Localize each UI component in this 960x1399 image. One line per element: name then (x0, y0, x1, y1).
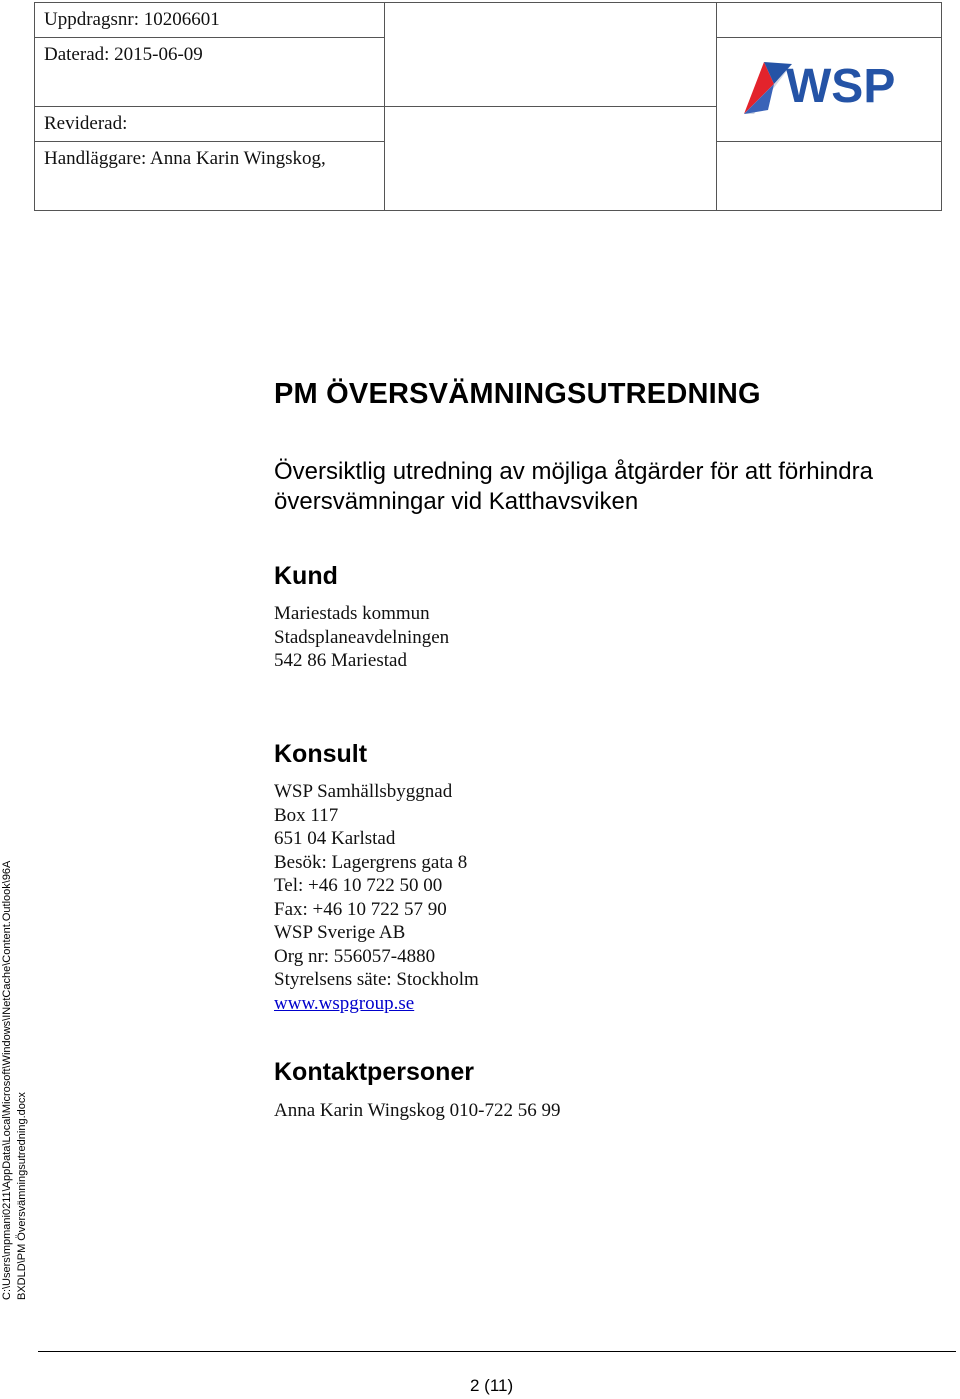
revised-field: Reviderad: (35, 107, 385, 142)
header-blank-cell (717, 142, 942, 211)
consultant-address (274, 780, 479, 1015)
consultant-line: WSP Samhällsbyggnad (274, 781, 453, 802)
consultant-line: Tel: +46 10 722 50 00 (274, 875, 443, 896)
date-field: Daterad: 2015-06-09 (35, 38, 385, 107)
header-table (34, 2, 942, 211)
website-item (274, 992, 479, 1016)
consultant-line: 651 04 Karlstad (274, 828, 396, 849)
consultant-line: Fax: +46 10 722 57 90 (274, 898, 447, 920)
consultant-line: WSP Sverige AB (274, 922, 406, 943)
website-link[interactable]: www.wspgroup.se (274, 992, 415, 1014)
file-path-margin (0, 840, 30, 1300)
file-path-line: C:\Users\mpmani0211\AppData\Local\Microsoft\Windows\INetCache\Content.Outlook\96A (1, 860, 13, 1300)
contact-line: Anna Karin Wingskog 010-722 56 99 (274, 1100, 561, 1121)
contacts-heading: Kontaktpersoner (274, 1058, 475, 1086)
contacts-list (274, 1099, 561, 1123)
client-heading: Kund (274, 562, 338, 590)
wsp-logo-icon (734, 54, 924, 120)
consultant-heading: Konsult (274, 740, 368, 768)
consultant-line: Styrelsens säte: Stockholm (274, 969, 479, 990)
handler-field: Handläggare: Anna Karin Wingskog, (35, 142, 385, 211)
header-blank-cell (385, 107, 717, 211)
client-line: Mariestads kommun (274, 603, 430, 624)
assignment-number: Uppdragsnr: 10206601 (35, 3, 385, 38)
document-title: PM ÖVERSVÄMNINGSUTREDNING (274, 378, 761, 410)
page-number: 2 (11) (470, 1376, 514, 1395)
consultant-line: Box 117 (274, 804, 339, 826)
header-blank-cell (385, 3, 717, 107)
document-subtitle: Översiktlig utredning av möjliga åtgärder för att förhindra översvämningar vid Katthavsviken (274, 458, 873, 515)
consultant-line: Org nr: 556057-4880 (274, 945, 436, 967)
wsp-logo (717, 38, 942, 142)
header-blank-cell (717, 3, 942, 38)
client-line: 542 86 Mariestad (274, 650, 407, 671)
client-address (274, 602, 449, 673)
file-path-line: BXDLD\PM Översvämningsutredning.docx (16, 1092, 28, 1300)
client-line: Stadsplaneavdelningen (274, 626, 450, 648)
svg-text:WSP: WSP (786, 59, 896, 113)
consultant-line: Besök: Lagergrens gata 8 (274, 851, 468, 873)
footer-divider (38, 1351, 956, 1352)
